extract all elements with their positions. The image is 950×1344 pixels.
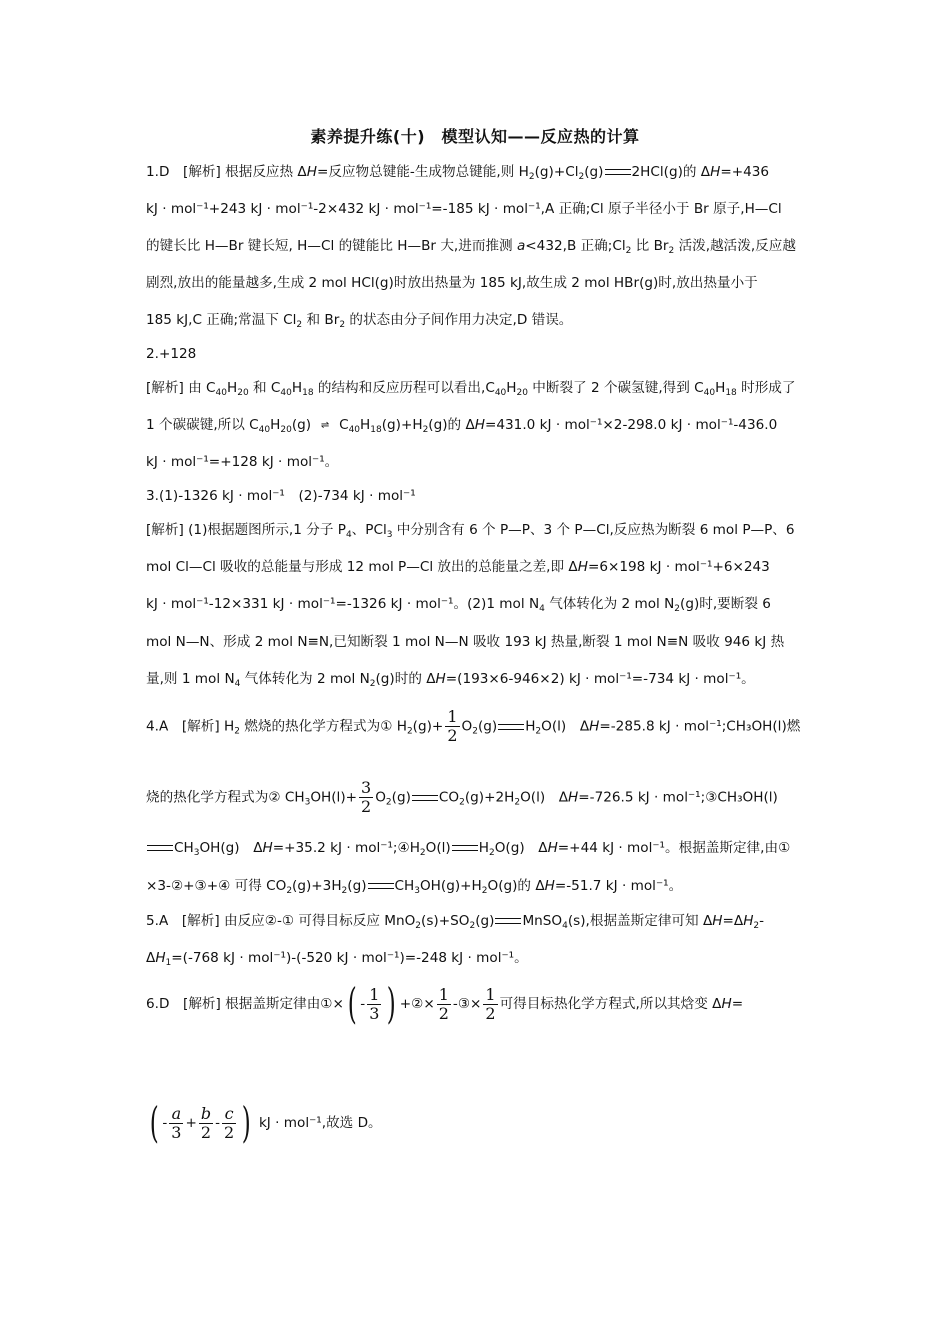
q3-line-3: kJ · mol⁻¹-12×331 kJ · mol⁻¹=-1326 kJ · mol⁻¹。(2)1 mol $N_4$ 气体转化为 2 mol $N_2(g)$时,要断裂 6 xyxy=(146,596,771,614)
q5-line-2: $\Delta H_1=(-768$ kJ · mol⁻¹)-(-520 kJ · mol⁻¹)=-248 kJ · mol⁻¹。 xyxy=(146,950,528,968)
page-title: 素养提升练(十) 模型认知——反应热的计算 xyxy=(310,127,640,146)
q2-line-3: kJ · mol⁻¹=+128 kJ · mol⁻¹。 xyxy=(146,454,339,470)
fraction-b-over-2: $\frac{b}{2}$ xyxy=(200,1103,212,1142)
q1-line-5: 185 kJ,C 正确;常温下 $Cl_2$ 和 $Br_2$ 的状态由分子间作用力决定,D 错误。 xyxy=(146,312,573,330)
fraction-c-over-2: $\frac{c}{2}$ xyxy=(224,1103,235,1142)
q1-line-1: 1.D [解析] 根据反应热 ΔH=反应物总键能-生成物总键能,则 $H_2(g)+Cl_2(g)$ 2HCl(g)的 ΔH=+436 xyxy=(146,164,770,182)
q1-line-2: kJ · mol⁻¹+243 kJ · mol⁻¹-2×432 kJ · mol⁻¹=-185 kJ · mol⁻¹,A 正确;Cl 原子半径小于 Br 原子,H—Cl xyxy=(146,201,782,217)
fraction-one-half: $\frac{1}{2}$ xyxy=(447,707,458,745)
q2-line-2: 1 个碳碳键,所以 $C_{40}H_{20}(g)$ ⇌ $C_{40}H_{18}(g)+H_2(g)$的 ΔH=431.0 kJ · mol⁻¹×2-298.0 kJ · mol⁻¹-436.0 xyxy=(146,417,778,435)
q3-line-5: 量,则 1 mol $N_4$ 气体转化为 2 mol $N_2(g)$时的 ΔH=(193×6-946×2) kJ · mol⁻¹=-734 kJ · mol⁻¹。 xyxy=(146,671,755,689)
q2-line-1: [解析] 由 $C_{40}H_{20}$ 和 $C_{40}H_{18}$ 的结构和反应历程可以看出$,C_{40}H_{20}$ 中断裂了 2 个碳氢键,得到 $C_{40}H_{18}$ 时形成了 xyxy=(146,380,796,398)
equals-arrow-icon xyxy=(495,918,521,924)
fraction-one-third: $\frac{1}{3}$ xyxy=(369,984,380,1023)
equals-arrow-icon xyxy=(412,795,438,801)
q1-line-4: 剧烈,放出的能量越多,生成 2 mol HCl(g)时放出热量为 185 kJ,故生成 2 mol HBr(g)时,放出热量小于 xyxy=(146,275,758,291)
q1-line-3: 的键长比 H—Br 键长短, H—Cl 的键能比 H—Br 大,进而推测 a<432,B 正确$;Cl_2$ 比 $Br_2$ 活泼,越活泼,反应越 xyxy=(146,238,796,256)
q4-line-4: ×3-②+③+④ 可得 $CO_2(g)+3H_2(g)$ $CH_3OH(g)+H_2O(g)$的 ΔH=-51.7 kJ · mol⁻¹。 xyxy=(146,878,683,896)
q5-line-1: 5.A [解析] 由反应②-① 可得目标反应 $MnO_2(s)+SO_2(g)$ MnSO$_4$(s),根据盖斯定律可知 $\Delta H=\Delta H_2-$ xyxy=(146,913,765,931)
equals-arrow-icon xyxy=(498,724,524,730)
q3-line-4: mol N—N、形成 2 mol N≡N,已知断裂 1 mol N—N 吸收 193 kJ 热量,断裂 1 mol N≡N 吸收 946 kJ 热 xyxy=(146,634,785,650)
q4-line-1: 4.A [解析] $H_2$ 燃烧的热化学方程式为① $H_2(g)+$ $\frac{1}{2}$ $O_2(g)$ $H_2O(l)$ ΔH=-285.8 kJ · mol⁻¹;CH₃OH(l)燃 xyxy=(146,707,801,745)
fraction-three-halves: $\frac{3}{2}$ xyxy=(361,778,372,816)
fraction-one-half: $\frac{1}{2}$ xyxy=(438,984,449,1023)
equals-arrow-icon xyxy=(368,883,394,889)
q4-line-3: $CH_3OH(g)$ ΔH=+35.2 kJ · $mol^{-1};④H_2O(l)$ $H_2O(g)$ ΔH=+44 kJ · mol⁻¹。根据盖斯定律,由① xyxy=(146,838,790,858)
fraction-a-over-3: $\frac{a}{3}$ xyxy=(171,1103,182,1142)
equals-arrow-icon xyxy=(147,845,173,851)
fraction-one-half: $\frac{1}{2}$ xyxy=(485,984,496,1023)
q3-line-1: [解析] (1)根据题图所示,1 分子 $P_4$、PCl$_3$ 中分别含有 6 个 P—P、3 个 P—Cl,反应热为断裂 6 mol P—P、6 xyxy=(146,522,795,540)
reversible-arrow-icon: ⇌ xyxy=(320,419,330,431)
q3-answer: 3.(1)-1326 kJ · mol⁻¹ (2)-734 kJ · mol⁻¹ xyxy=(146,488,416,504)
q2-answer: 2.+128 xyxy=(146,346,197,362)
q6-line-1: 6.D [解析] 根据盖斯定律由①×( - $\frac{1}{3}$ ) +②× $\frac{1}{2}$ -③× $\frac{1}{2}$ 可得目标热化学方程式,所以其焓变 ΔH= xyxy=(146,979,744,1028)
equals-arrow-icon xyxy=(452,845,478,851)
q6-line-2: ( - $\frac{a}{3}$ + $\frac{b}{2}$ - $\frac{c}{2}$ ) kJ · mol⁻¹,故选 D。 xyxy=(149,1098,382,1147)
equals-arrow-icon xyxy=(605,169,631,175)
q4-line-2: 烧的热化学方程式为② $CH_3OH(l)+$ $\frac{3}{2}$ $O_2(g)$ $CO_2(g)+2H_2O(l)$ ΔH=-726.5 kJ · mol⁻¹;③CH₃OH(l) xyxy=(146,778,778,816)
q3-line-2: mol Cl—Cl 吸收的总能量与形成 12 mol P—Cl 放出的总能量之差,即 ΔH=6×198 kJ · mol⁻¹+6×243 xyxy=(146,559,770,575)
